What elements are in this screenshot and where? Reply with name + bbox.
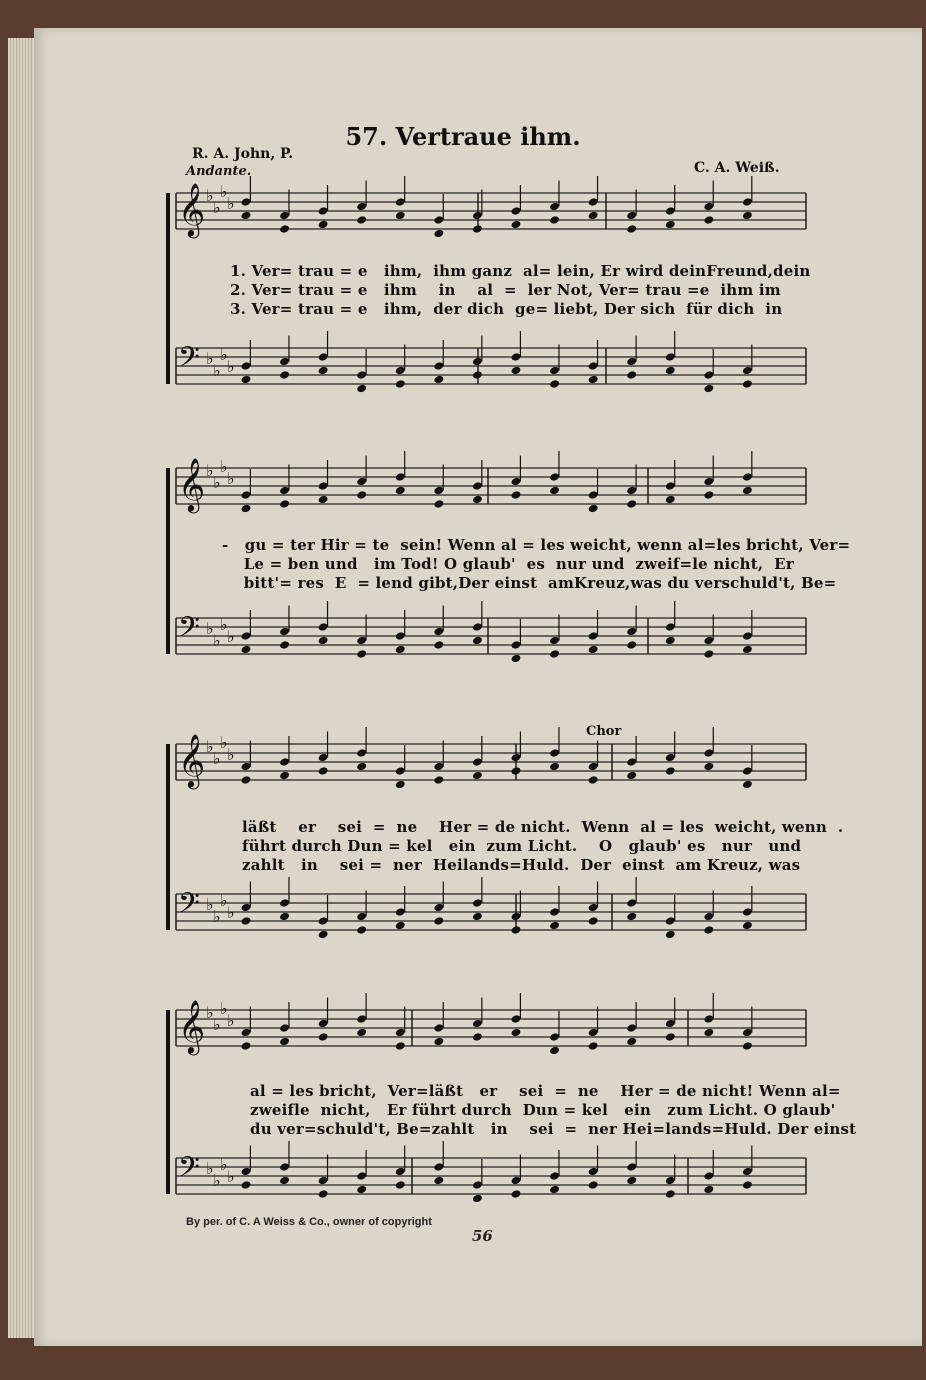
notehead	[703, 925, 714, 935]
notehead	[588, 775, 599, 785]
notehead	[703, 490, 714, 500]
flat-icon: ♭	[227, 903, 235, 922]
notehead	[742, 780, 753, 790]
flat-icon: ♭	[220, 891, 228, 910]
notehead	[395, 1180, 406, 1190]
notehead	[433, 1037, 444, 1047]
notehead	[433, 640, 444, 650]
notehead	[549, 1185, 560, 1195]
flat-icon: ♭	[227, 745, 235, 764]
notehead	[279, 1037, 290, 1047]
notehead	[356, 215, 367, 225]
notehead	[395, 1041, 406, 1051]
notehead	[356, 1185, 367, 1195]
notehead	[588, 211, 599, 221]
notehead	[241, 375, 252, 385]
lyric-line: Le = ben und im Tod! O glaub' es nur und zweif=le nicht, Er	[222, 555, 794, 573]
flat-icon: ♭	[213, 631, 221, 650]
notehead	[588, 1180, 599, 1190]
notehead	[626, 499, 637, 509]
notehead	[511, 1028, 522, 1038]
notehead	[665, 930, 676, 940]
notehead	[665, 495, 676, 505]
notehead	[588, 645, 599, 655]
notehead	[279, 499, 290, 509]
notehead	[433, 775, 444, 785]
notehead	[241, 504, 252, 514]
notehead	[241, 1041, 252, 1051]
flat-icon: ♭	[227, 194, 235, 213]
hymn-title: 57. Vertraue ihm.	[345, 122, 581, 151]
flat-icon: ♭	[220, 999, 228, 1018]
treble-clef-icon: 𝄞	[178, 733, 206, 787]
notehead	[318, 366, 329, 376]
notehead	[588, 1041, 599, 1051]
flat-icon: ♭	[206, 461, 214, 480]
notehead	[665, 220, 676, 230]
notehead	[472, 771, 483, 781]
flat-icon: ♭	[213, 907, 221, 926]
notehead	[511, 220, 522, 230]
notehead	[665, 1189, 676, 1199]
notehead	[472, 1032, 483, 1042]
lyric-line: 2. Ver= trau = e ihm in al = ler Not, Ver= trau =e ihm im	[230, 281, 781, 299]
notehead	[665, 366, 676, 376]
flat-icon: ♭	[213, 361, 221, 380]
treble-clef-icon: 𝄞	[178, 182, 206, 236]
bass-clef-icon: 𝄢	[178, 611, 200, 651]
notehead	[549, 486, 560, 496]
notehead	[626, 1176, 637, 1186]
notehead	[665, 636, 676, 646]
flat-icon: ♭	[206, 619, 214, 638]
flat-icon: ♭	[206, 349, 214, 368]
chorus-label: Chor	[586, 724, 622, 739]
notehead	[433, 1176, 444, 1186]
flat-icon: ♭	[213, 1171, 221, 1190]
notehead	[241, 775, 252, 785]
notehead	[742, 211, 753, 221]
lyric-line: zweifle nicht, Er führt durch Dun = kel ein zum Licht. O glaub'	[250, 1101, 836, 1119]
notehead	[395, 645, 406, 655]
notehead	[241, 1180, 252, 1190]
notehead	[241, 211, 252, 221]
notehead	[703, 1028, 714, 1038]
flat-icon: ♭	[220, 457, 228, 476]
notehead	[742, 1041, 753, 1051]
notehead	[395, 486, 406, 496]
notehead	[318, 1189, 329, 1199]
notehead	[742, 379, 753, 389]
notehead	[395, 379, 406, 389]
flat-icon: ♭	[227, 357, 235, 376]
flat-icon: ♭	[220, 345, 228, 364]
notehead	[549, 649, 560, 659]
notehead	[356, 1028, 367, 1038]
flat-icon: ♭	[220, 182, 228, 201]
flat-icon: ♭	[227, 469, 235, 488]
notehead	[356, 925, 367, 935]
notehead	[433, 229, 444, 239]
notehead	[511, 366, 522, 376]
notehead	[279, 912, 290, 922]
notehead	[472, 1194, 483, 1204]
notehead	[588, 375, 599, 385]
notehead	[511, 925, 522, 935]
notehead	[356, 649, 367, 659]
notehead	[549, 215, 560, 225]
notehead	[241, 645, 252, 655]
notehead	[433, 916, 444, 926]
lyric-line: al = les bricht, Ver=läßt er sei = ne Her = de nicht! Wenn al=	[250, 1082, 841, 1100]
notehead	[318, 1032, 329, 1042]
flat-icon: ♭	[213, 1015, 221, 1034]
notehead	[472, 636, 483, 646]
notehead	[626, 370, 637, 380]
notehead	[279, 640, 290, 650]
notehead	[279, 771, 290, 781]
flat-icon: ♭	[213, 198, 221, 217]
notehead	[742, 921, 753, 931]
notehead	[511, 1189, 522, 1199]
treble-clef-icon: 𝄞	[178, 457, 206, 511]
notehead	[395, 780, 406, 790]
notehead	[318, 636, 329, 646]
notehead	[511, 490, 522, 500]
flat-icon: ♭	[227, 1167, 235, 1186]
notehead	[626, 640, 637, 650]
notehead	[472, 912, 483, 922]
notehead	[549, 921, 560, 931]
notehead	[356, 762, 367, 772]
notehead	[472, 224, 483, 234]
notehead	[742, 486, 753, 496]
flat-icon: ♭	[206, 1003, 214, 1022]
tempo-marking: Andante.	[186, 164, 252, 179]
flat-icon: ♭	[220, 615, 228, 634]
notehead	[241, 916, 252, 926]
flat-icon: ♭	[206, 1159, 214, 1178]
notehead	[433, 499, 444, 509]
lyric-line: 1. Ver= trau = e ihm, ihm ganz al= lein, Er wird deinFreund,dein	[230, 262, 811, 280]
notehead	[665, 1032, 676, 1042]
notehead	[318, 495, 329, 505]
notehead	[703, 215, 714, 225]
notehead	[279, 370, 290, 380]
treble-clef-icon: 𝄞	[178, 999, 206, 1053]
notehead	[472, 495, 483, 505]
lyric-line: bitt'= res E = lend gibt,Der einst amKreuz,was du verschuld't, Be=	[222, 574, 837, 592]
notehead	[318, 766, 329, 776]
notehead	[511, 766, 522, 776]
flat-icon: ♭	[220, 1155, 228, 1174]
notehead	[626, 1037, 637, 1047]
flat-icon: ♭	[206, 895, 214, 914]
notehead	[356, 384, 367, 394]
notehead	[395, 211, 406, 221]
page-number: 56	[472, 1227, 493, 1245]
notehead	[511, 654, 522, 664]
notehead	[703, 762, 714, 772]
notehead	[356, 490, 367, 500]
notehead	[318, 930, 329, 940]
flat-icon: ♭	[227, 1011, 235, 1030]
notehead	[703, 1185, 714, 1195]
bass-clef-icon: 𝄢	[178, 887, 200, 927]
lyric-line: - gu = ter Hir = te sein! Wenn al = les weicht, wenn al=les bricht, Ver=	[222, 536, 851, 554]
lyricist-credit: R. A. John, P.	[192, 146, 294, 162]
composer-credit: C. A. Weiß.	[694, 160, 780, 176]
lyric-line: führt durch Dun = kel ein zum Licht. O glaub' es nur und	[242, 837, 802, 855]
notehead	[665, 766, 676, 776]
lyric-line: zahlt in sei = ner Heilands=Huld. Der einst am Kreuz, was	[242, 856, 801, 874]
notehead	[588, 916, 599, 926]
notehead	[703, 384, 714, 394]
flat-icon: ♭	[213, 749, 221, 768]
flat-icon: ♭	[220, 733, 228, 752]
notehead	[626, 771, 637, 781]
flat-icon: ♭	[206, 186, 214, 205]
notehead	[472, 370, 483, 380]
notehead	[279, 1176, 290, 1186]
lyric-line: läßt er sei = ne Her = de nicht. Wenn al = les weicht, wenn .	[242, 818, 844, 836]
notehead	[742, 1180, 753, 1190]
notehead	[433, 375, 444, 385]
notehead	[279, 224, 290, 234]
flat-icon: ♭	[213, 473, 221, 492]
notehead	[588, 504, 599, 514]
bass-clef-icon: 𝄢	[178, 1151, 200, 1191]
lyric-line: du ver=schuld't, Be=zahlt in sei = ner Hei=lands=Huld. Der einst	[250, 1120, 857, 1138]
flat-icon: ♭	[227, 627, 235, 646]
notehead	[549, 379, 560, 389]
notehead	[626, 224, 637, 234]
copyright-footer: By per. of C. A Weiss & Co., owner of copyright	[186, 1216, 432, 1228]
notehead	[703, 649, 714, 659]
notehead	[549, 762, 560, 772]
notehead	[395, 921, 406, 931]
notehead	[318, 220, 329, 230]
notehead	[742, 645, 753, 655]
flat-icon: ♭	[206, 737, 214, 756]
notehead	[549, 1046, 560, 1056]
bass-clef-icon: 𝄢	[178, 341, 200, 381]
lyric-line: 3. Ver= trau = e ihm, der dich ge= liebt, Der sich für dich in	[230, 300, 783, 318]
notehead	[626, 912, 637, 922]
